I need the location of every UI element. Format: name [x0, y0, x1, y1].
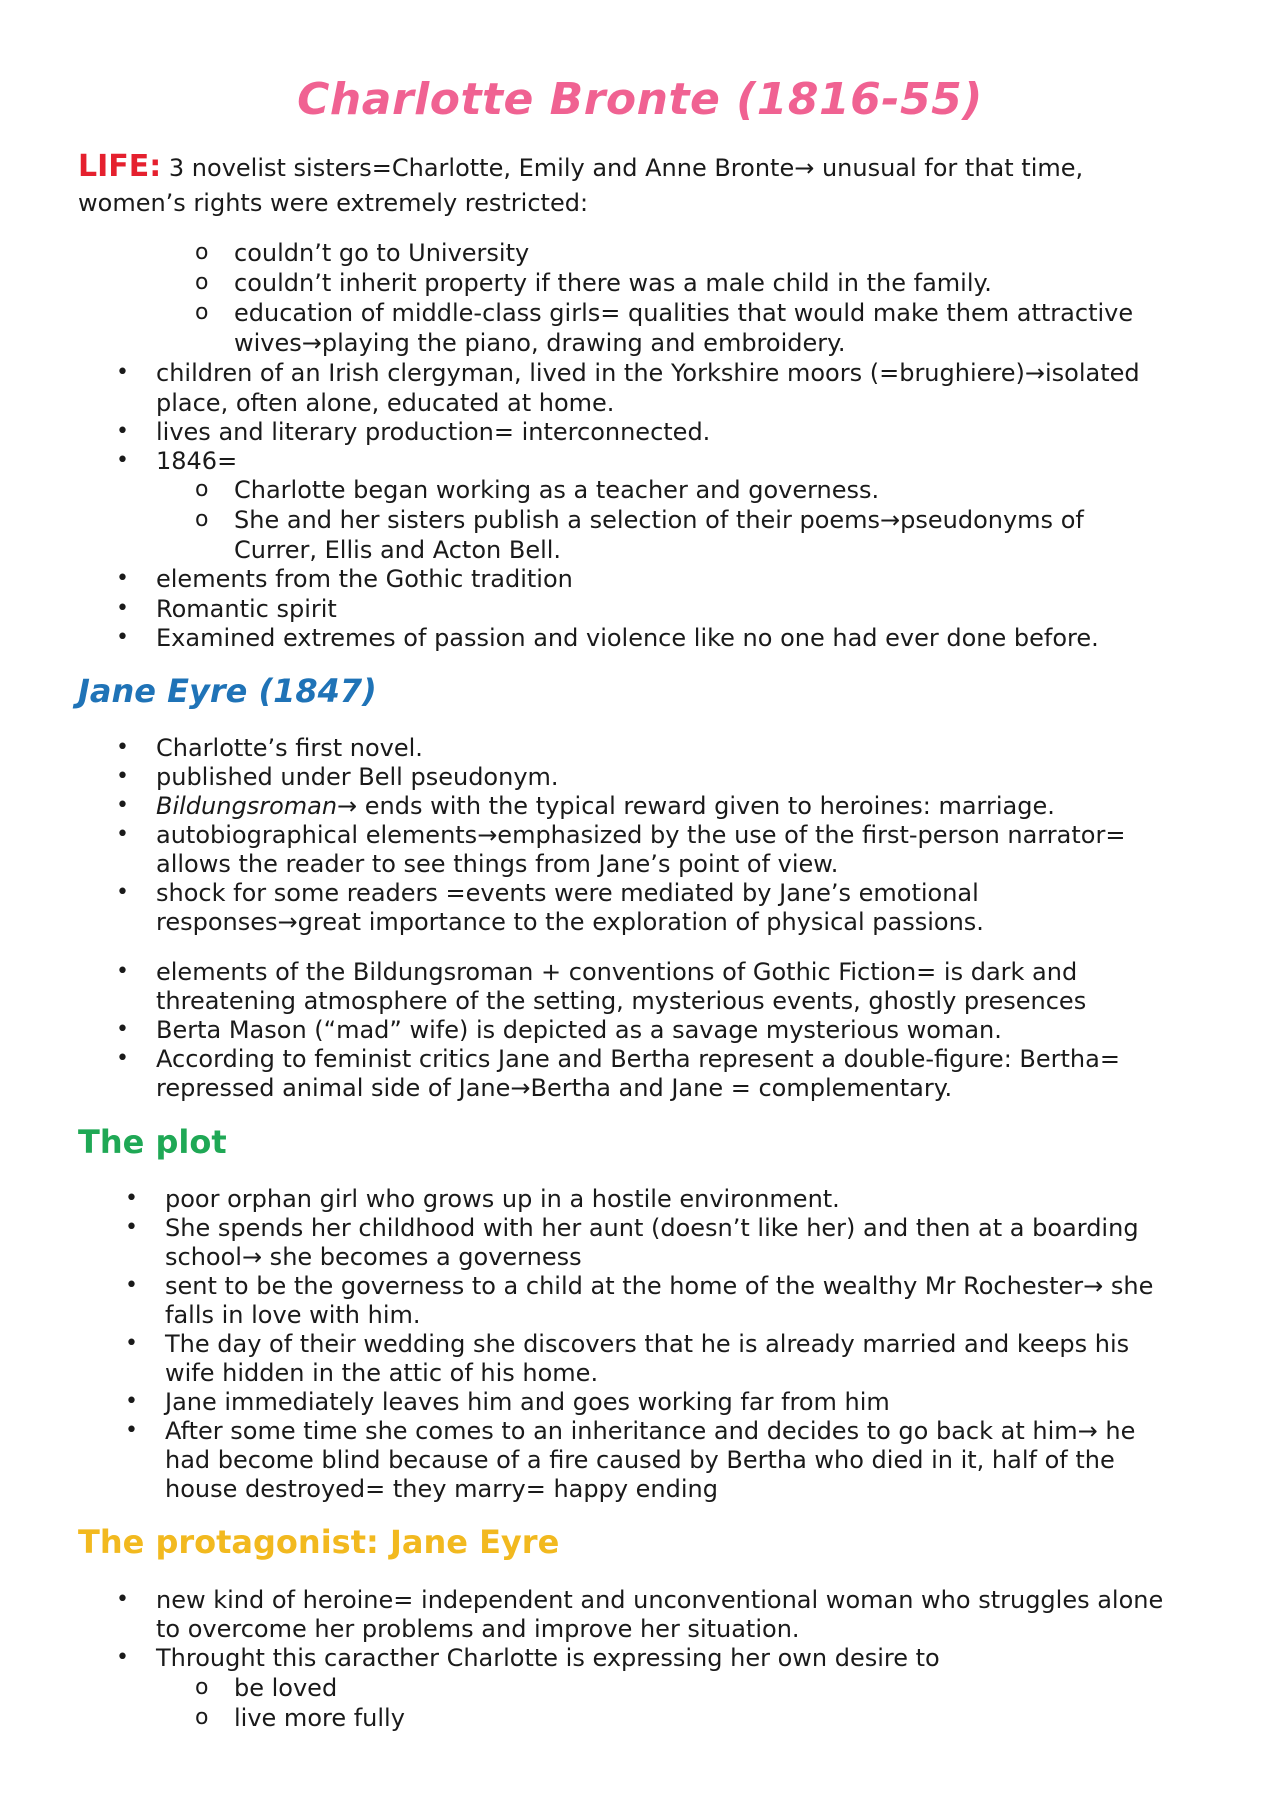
jane-bullet: shock for some readers =events were mediated by Jane’s emotional	[156, 879, 979, 907]
plot-bullet-cont: school→ she becomes a governess	[165, 1243, 582, 1271]
life-sub-item: Charlotte began working as a teacher and governess.	[234, 476, 880, 504]
bullet-marker: •	[125, 1273, 138, 1298]
jane-bullet: According to feminist critics Jane and Bertha represent a double-figure: Bertha=	[156, 1045, 1120, 1073]
life-sub-item-cont: wives→playing the piano, drawing and embroidery.	[234, 329, 846, 357]
bullet-marker: •	[116, 735, 129, 760]
life-label: LIFE:	[78, 149, 162, 184]
sub-bullet-marker: o	[195, 1675, 209, 1700]
life-bullet: Romantic spirit	[156, 595, 337, 623]
jane-bullet: Charlotte’s first novel.	[156, 734, 423, 762]
bullet-marker: •	[116, 419, 129, 444]
life-bullet: Examined extremes of passion and violence like no one had ever done before.	[156, 624, 1099, 652]
sub-bullet-marker: o	[195, 240, 209, 265]
bullet-marker: •	[116, 448, 129, 473]
protagonist-bullet-cont: to overcome her problems and improve her situation.	[156, 1615, 800, 1643]
plot-heading: The plot	[78, 1123, 227, 1161]
protagonist-heading: The protagonist: Jane Eyre	[78, 1523, 560, 1561]
protagonist-sub-item: live more fully	[234, 1704, 405, 1732]
plot-bullet-cont: had become blind because of a fire caused by Bertha who died in it, half of the	[165, 1446, 1115, 1474]
protagonist-bullet: new kind of heroine= independent and unconventional woman who struggles alone	[156, 1586, 1164, 1614]
bullet-marker: •	[116, 822, 129, 847]
life-bullet: children of an Irish clergyman, lived in the Yorkshire moors (=brughiere)→isolated	[156, 359, 1140, 387]
bullet-marker: •	[116, 1046, 129, 1071]
life-intro-line-2: women’s rights were extremely restricted:	[78, 189, 589, 217]
life-bullet: lives and literary production= interconnected.	[156, 418, 711, 446]
protagonist-sub-item: be loved	[234, 1674, 338, 1702]
plot-bullet-cont: falls in love with him.	[165, 1301, 421, 1329]
sub-bullet-marker: o	[195, 1705, 209, 1730]
bullet-marker: •	[116, 566, 129, 591]
bildungsroman-term: Bildungsroman	[156, 792, 338, 820]
bullet-marker: •	[116, 1645, 129, 1670]
protagonist-bullet: Throught this caracther Charlotte is expressing her own desire to	[156, 1644, 940, 1672]
jane-bullet-cont: repressed animal side of Jane→Bertha and Jane = complementary.	[156, 1074, 953, 1102]
life-intro-line	[78, 149, 1084, 184]
plot-bullet: After some time she comes to an inheritance and decides to go back at him→ he	[165, 1417, 1136, 1445]
bullet-marker: •	[116, 764, 129, 789]
bullet-marker: •	[116, 793, 129, 818]
bullet-marker: •	[116, 625, 129, 650]
jane-bullet	[156, 791, 1055, 821]
jane-bullet-cont: responses→great importance to the exploration of physical passions.	[156, 908, 984, 936]
plot-bullet: The day of their wedding she discovers that he is already married and keeps his	[165, 1330, 1130, 1358]
plot-bullet-cont: wife hidden in the attic of his home.	[165, 1359, 599, 1387]
sub-bullet-marker: o	[195, 507, 209, 532]
jane-bullet: Berta Mason (“mad” wife) is depicted as a savage mysterious woman.	[156, 1016, 1002, 1044]
page-title: Charlotte Bronte (1816-55)	[297, 74, 983, 125]
bullet-marker: •	[116, 596, 129, 621]
bullet-marker: •	[116, 360, 129, 385]
bullet-marker: •	[116, 1587, 129, 1612]
jane-bullet: autobiographical elements→emphasized by the use of the first-person narrator=	[156, 821, 1126, 849]
jane-bullet: published under Bell pseudonym.	[156, 763, 559, 791]
life-bullet-cont: place, often alone, educated at home.	[156, 389, 615, 417]
life-intro-text: 3 novelist sisters=Charlotte, Emily and Anne Bronte→ unusual for that time,	[161, 154, 1084, 182]
life-sub-item: couldn’t inherit property if there was a male child in the family.	[234, 269, 992, 297]
sub-bullet-marker: o	[195, 270, 209, 295]
bullet-marker: •	[116, 1017, 129, 1042]
bullet-marker: •	[125, 1418, 138, 1443]
bullet-marker: •	[125, 1186, 138, 1211]
plot-bullet: She spends her childhood with her aunt (doesn’t like her) and then at a boarding	[165, 1214, 1139, 1242]
plot-bullet: sent to be the governess to a child at the home of the wealthy Mr Rochester→ she	[165, 1272, 1154, 1300]
life-sub-item: She and her sisters publish a selection of their poems→pseudonyms of	[234, 506, 1084, 534]
life-sub-item: education of middle-class girls= qualities that would make them attractive	[234, 299, 1134, 327]
bullet-marker: •	[125, 1215, 138, 1240]
plot-bullet-cont: house destroyed= they marry= happy ending	[165, 1475, 718, 1503]
sub-bullet-marker: o	[195, 477, 209, 502]
life-sub-item: couldn’t go to University	[234, 239, 530, 267]
bullet-marker: •	[116, 880, 129, 905]
jane-bullet-cont: threatening atmosphere of the setting, mysterious events, ghostly presences	[156, 987, 1087, 1015]
plot-bullet: poor orphan girl who grows up in a hostile environment.	[165, 1185, 840, 1213]
bullet-marker: •	[125, 1331, 138, 1356]
jane-bullet-cont: allows the reader to see things from Jane’s point of view.	[156, 850, 839, 878]
jane-bullet: elements of the Bildungsroman + conventions of Gothic Fiction= is dark and	[156, 958, 1078, 986]
bullet-marker: •	[125, 1389, 138, 1414]
jane-bullet-text: → ends with the typical reward given to heroines: marriage.	[337, 792, 1055, 820]
sub-bullet-marker: o	[195, 300, 209, 325]
jane-eyre-heading: Jane Eyre (1847)	[78, 672, 377, 710]
life-bullet: elements from the Gothic tradition	[156, 565, 573, 593]
bullet-marker: •	[116, 959, 129, 984]
life-sub-item-cont: Currer, Ellis and Acton Bell.	[234, 536, 562, 564]
life-bullet: 1846=	[156, 447, 238, 475]
plot-bullet: Jane immediately leaves him and goes working far from him	[165, 1388, 890, 1416]
